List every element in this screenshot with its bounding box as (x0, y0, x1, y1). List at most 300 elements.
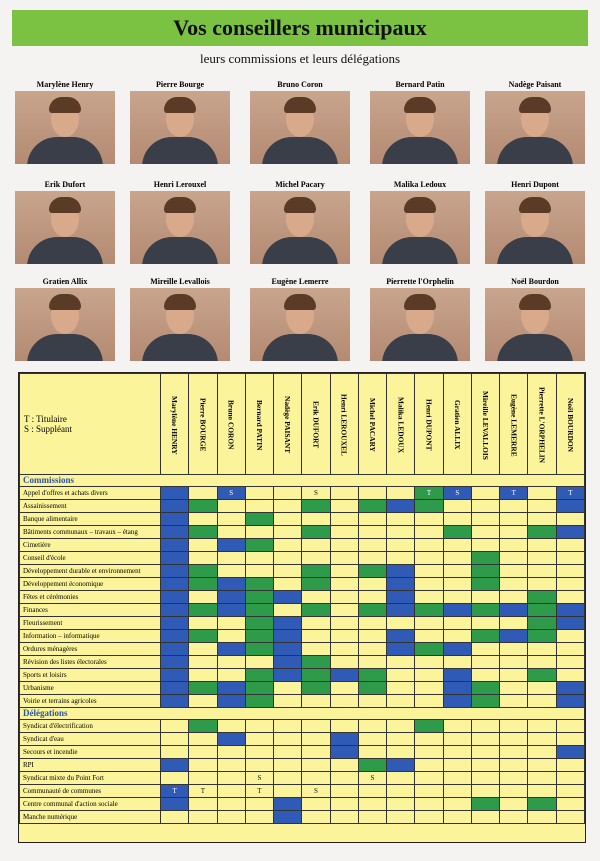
assignment-cell (387, 526, 415, 539)
councillor-photo (370, 288, 470, 361)
assignment-cell (189, 798, 217, 811)
table-row (20, 656, 585, 669)
assignment-cell (245, 604, 273, 617)
assignment-cell (189, 500, 217, 513)
assignment-cell (302, 552, 330, 565)
assignment-cell (330, 669, 358, 682)
assignment-cell: T (500, 487, 528, 500)
councillor-name: Pierrette l'Orphelin (386, 277, 454, 286)
assignment-cell (217, 526, 245, 539)
assignment-cell (358, 513, 386, 526)
assignment-cell (161, 798, 189, 811)
assignment-cell (189, 695, 217, 708)
assignment-cell (358, 733, 386, 746)
assignment-cell (189, 643, 217, 656)
column-name: Bernard PATIN (254, 399, 264, 451)
assignment-cell (415, 500, 443, 513)
assignment-cell (443, 617, 471, 630)
assignment-cell (330, 487, 358, 500)
assignment-cell (415, 746, 443, 759)
assignment-cell (415, 526, 443, 539)
assignment-cell (358, 565, 386, 578)
assignment-cell (189, 487, 217, 500)
assignment-cell (274, 682, 302, 695)
assignment-cell: T (189, 785, 217, 798)
councillor-portrait (365, 180, 475, 264)
assignment-cell (161, 669, 189, 682)
assignment-cell (471, 669, 499, 682)
assignment-cell (415, 759, 443, 772)
assignment-cell (161, 643, 189, 656)
assignment-cell (415, 513, 443, 526)
assignment-cell (161, 656, 189, 669)
assignment-cell (415, 578, 443, 591)
assignment-cell (330, 798, 358, 811)
assignment-cell (358, 811, 386, 824)
assignments-table (18, 372, 586, 843)
assignment-cell (330, 695, 358, 708)
councillor-photo (15, 91, 115, 164)
table-row (20, 630, 585, 643)
assignment-cell (556, 617, 584, 630)
assignment-cell (358, 785, 386, 798)
assignment-cell (161, 565, 189, 578)
assignment-cell (245, 669, 273, 682)
assignment-cell (302, 733, 330, 746)
assignment-cell (387, 772, 415, 785)
assignment-cell (302, 591, 330, 604)
councillor-photo (250, 91, 350, 164)
councillor-column-header (500, 374, 528, 475)
assignment-cell (274, 630, 302, 643)
table-row (20, 513, 585, 526)
assignment-cell (245, 565, 273, 578)
assignment-cell (161, 811, 189, 824)
assignment-cell: S (217, 487, 245, 500)
councillor-portrait (245, 180, 355, 264)
assignment-cell (471, 539, 499, 552)
assignment-cell (189, 720, 217, 733)
assignment-cell (358, 630, 386, 643)
assignment-cell (500, 656, 528, 669)
assignment-cell: T (415, 487, 443, 500)
assignment-cell (302, 578, 330, 591)
assignment-cell (556, 798, 584, 811)
assignment-cell (302, 798, 330, 811)
councillor-photo (15, 288, 115, 361)
assignment-cell (274, 487, 302, 500)
assignment-cell (217, 578, 245, 591)
councillor-name: Nadège Paisant (508, 80, 562, 89)
assignment-cell (274, 526, 302, 539)
assignment-cell (358, 643, 386, 656)
assignment-cell (217, 669, 245, 682)
assignment-cell (556, 669, 584, 682)
column-name: Erik DUFORT (311, 401, 321, 449)
councillor-portrait (125, 277, 235, 361)
row-label: Appel d'offres et achats divers (20, 487, 161, 500)
assignment-cell (556, 500, 584, 513)
assignment-cell (217, 798, 245, 811)
assignment-cell (274, 733, 302, 746)
assignment-cell (245, 513, 273, 526)
assignment-cell (556, 772, 584, 785)
councillor-name: Gratien Allix (42, 277, 88, 286)
assignment-cell (500, 500, 528, 513)
assignment-cell (387, 656, 415, 669)
assignment-cell (387, 643, 415, 656)
assignment-cell (471, 656, 499, 669)
section-heading: Commissions (20, 475, 585, 487)
assignment-cell (500, 591, 528, 604)
row-label: Ordures ménagères (20, 643, 161, 656)
assignment-cell (387, 513, 415, 526)
table-row (20, 617, 585, 630)
assignment-cell (528, 604, 556, 617)
assignment-cell (358, 617, 386, 630)
assignment-cell (217, 513, 245, 526)
assignment-cell (245, 759, 273, 772)
assignment-cell (556, 682, 584, 695)
assignment-cell (471, 552, 499, 565)
assignment-cell (217, 630, 245, 643)
assignment-cell (302, 526, 330, 539)
row-label: Syndicat d'électrification (20, 720, 161, 733)
table-row (20, 682, 585, 695)
assignment-cell (471, 630, 499, 643)
councillor-name: Pierre Bourge (155, 80, 205, 89)
assignment-cell (387, 500, 415, 513)
assignment-cell (556, 720, 584, 733)
councillor-column-header (161, 374, 189, 475)
table-row (20, 669, 585, 682)
assignment-cell (471, 811, 499, 824)
assignment-cell (358, 500, 386, 513)
row-label: Urbanisme (20, 682, 161, 695)
assignment-cell: S (302, 785, 330, 798)
assignment-cell (330, 746, 358, 759)
assignment-cell (556, 578, 584, 591)
councillor-portrait (10, 180, 120, 264)
assignment-cell (528, 695, 556, 708)
assignment-cell (274, 746, 302, 759)
assignment-cell (528, 746, 556, 759)
councillor-photo (370, 191, 470, 264)
assignment-cell (443, 733, 471, 746)
assignment-cell (330, 785, 358, 798)
assignment-cell (161, 759, 189, 772)
councillor-name: Malika Ledoux (393, 180, 447, 189)
assignment-cell (245, 798, 273, 811)
assignment-cell (245, 487, 273, 500)
assignment-cell (471, 772, 499, 785)
assignment-cell (471, 578, 499, 591)
assignment-cell (161, 500, 189, 513)
assignment-cell (217, 720, 245, 733)
councillor-column-header (556, 374, 584, 475)
row-label: Développement économique (20, 578, 161, 591)
assignment-cell (528, 630, 556, 643)
assignment-cell (528, 759, 556, 772)
assignment-cell (245, 526, 273, 539)
assignment-cell (302, 617, 330, 630)
assignment-cell (528, 526, 556, 539)
column-name: Pierrette L'ORPHELIN (537, 386, 547, 463)
assignment-cell (415, 669, 443, 682)
assignment-cell (443, 669, 471, 682)
assignment-cell (245, 746, 273, 759)
assignment-cell (471, 591, 499, 604)
assignment-cell (358, 578, 386, 591)
assignment-cell (330, 578, 358, 591)
assignment-cell (443, 720, 471, 733)
assignment-cell (302, 500, 330, 513)
assignment-cell (528, 656, 556, 669)
row-label: Secours et incendie (20, 746, 161, 759)
assignment-cell (471, 487, 499, 500)
assignment-cell (500, 759, 528, 772)
assignment-cell (358, 798, 386, 811)
page-subtitle: leurs commissions et leurs délégations (199, 51, 401, 66)
councillor-name: Noël Bourdon (511, 277, 559, 286)
assignment-cell (443, 656, 471, 669)
column-name: Pierre BOURGE (198, 398, 208, 452)
row-label: RPI (20, 759, 161, 772)
assignment-cell (217, 656, 245, 669)
assignment-cell (556, 811, 584, 824)
assignment-cell: S (443, 487, 471, 500)
assignment-cell (161, 617, 189, 630)
councillor-column-header (528, 374, 556, 475)
assignment-cell (415, 656, 443, 669)
assignment-cell (302, 811, 330, 824)
assignment-cell (443, 526, 471, 539)
assignment-cell (189, 811, 217, 824)
assignment-cell (556, 746, 584, 759)
assignment-cell (415, 695, 443, 708)
assignment-cell (189, 630, 217, 643)
assignment-cell (245, 682, 273, 695)
row-label: Fleurissement (20, 617, 161, 630)
assignment-cell (330, 513, 358, 526)
assignment-cell (189, 682, 217, 695)
assignment-cell (471, 643, 499, 656)
assignment-cell (415, 604, 443, 617)
assignment-cell (387, 733, 415, 746)
assignment-cell (528, 487, 556, 500)
assignment-cell (217, 733, 245, 746)
assignment-cell (274, 591, 302, 604)
assignment-cell (415, 565, 443, 578)
assignment-cell (245, 811, 273, 824)
assignment-cell (302, 565, 330, 578)
councillor-column-header (415, 374, 443, 475)
assignment-cell (443, 552, 471, 565)
assignment-cell (217, 772, 245, 785)
assignment-cell (387, 746, 415, 759)
assignment-cell (500, 630, 528, 643)
row-label: Fêtes et cérémonies (20, 591, 161, 604)
table-row (20, 695, 585, 708)
assignment-cell (358, 604, 386, 617)
assignment-cell (528, 591, 556, 604)
assignment-cell (415, 785, 443, 798)
assignment-cell (556, 604, 584, 617)
assignment-cell (528, 500, 556, 513)
row-label: Information – informatique (20, 630, 161, 643)
councillor-portrait (125, 180, 235, 264)
assignment-cell (556, 539, 584, 552)
councillor-name: Eugène Lemerre (271, 277, 329, 286)
column-name: Henri DUPONT (424, 399, 434, 451)
assignment-cell (471, 785, 499, 798)
assignment-cell (274, 798, 302, 811)
assignment-cell (274, 656, 302, 669)
assignment-cell (443, 643, 471, 656)
assignment-cell (387, 811, 415, 824)
assignment-cell (443, 565, 471, 578)
row-label: Développement durable et environnement (20, 565, 161, 578)
assignment-cell (500, 643, 528, 656)
assignment-cell (528, 539, 556, 552)
assignment-cell (387, 604, 415, 617)
assignment-cell (245, 695, 273, 708)
assignment-cell (330, 604, 358, 617)
assignment-cell (443, 604, 471, 617)
table-row (20, 526, 585, 539)
councillor-column-header (471, 374, 499, 475)
table-row (20, 785, 585, 798)
assignment-cell (471, 759, 499, 772)
assignment-cell (443, 500, 471, 513)
assignment-cell (217, 500, 245, 513)
assignment-cell (387, 552, 415, 565)
assignment-cell (189, 604, 217, 617)
column-name: Michel PACARY (367, 398, 377, 452)
table-row (20, 798, 585, 811)
assignment-cell (500, 720, 528, 733)
assignment-cell (245, 578, 273, 591)
assignment-cell (189, 656, 217, 669)
assignment-cell: S (302, 487, 330, 500)
table-row (20, 746, 585, 759)
assignment-cell (330, 617, 358, 630)
assignment-cell (217, 811, 245, 824)
assignment-cell (245, 591, 273, 604)
councillor-photo (485, 91, 585, 164)
councillor-portrait (480, 180, 590, 264)
assignment-cell (330, 656, 358, 669)
councillor-column-header (330, 374, 358, 475)
assignment-cell (528, 682, 556, 695)
assignment-cell (358, 552, 386, 565)
assignment-cell (500, 578, 528, 591)
assignment-cell (217, 591, 245, 604)
assignment-cell (330, 811, 358, 824)
assignment-cell (189, 669, 217, 682)
column-name: Gratien ALLIX (452, 400, 462, 450)
assignment-cell (443, 682, 471, 695)
assignment-cell (189, 746, 217, 759)
assignment-cell (302, 746, 330, 759)
assignment-cell (217, 604, 245, 617)
assignment-cell (443, 578, 471, 591)
column-name: Mireille LEVALLOIS (481, 390, 491, 460)
assignment-cell (556, 526, 584, 539)
legend-cell (20, 374, 161, 475)
row-label: Sports et loisirs (20, 669, 161, 682)
table-row (20, 759, 585, 772)
assignment-cell (387, 695, 415, 708)
column-name: Marylène HENRY (170, 395, 180, 455)
assignment-cell (471, 526, 499, 539)
assignment-cell (358, 746, 386, 759)
assignment-cell (217, 643, 245, 656)
assignment-cell (245, 617, 273, 630)
table-row (20, 772, 585, 785)
assignment-cell (387, 565, 415, 578)
assignment-cell: T (161, 785, 189, 798)
councillor-portrait (10, 277, 120, 361)
assignment-cell (302, 695, 330, 708)
assignment-cell (274, 720, 302, 733)
assignment-cell: T (245, 785, 273, 798)
assignment-cell (387, 669, 415, 682)
column-name: Nadège PAISANT (283, 396, 293, 454)
assignment-cell (387, 785, 415, 798)
table-row (20, 578, 585, 591)
assignment-cell (387, 798, 415, 811)
assignment-cell (330, 720, 358, 733)
assignment-cell (500, 617, 528, 630)
councillor-photo (250, 288, 350, 361)
assignment-cell (245, 656, 273, 669)
assignment-cell (330, 565, 358, 578)
councillor-portrait (365, 80, 475, 164)
assignment-cell (556, 785, 584, 798)
table-row (20, 591, 585, 604)
councillor-photo (130, 91, 230, 164)
column-name: Bruno CORON (226, 400, 236, 450)
assignment-cell (245, 643, 273, 656)
assignment-cell (161, 591, 189, 604)
assignment-cell (415, 539, 443, 552)
assignment-cell (245, 552, 273, 565)
assignment-cell (500, 539, 528, 552)
assignment-cell (161, 746, 189, 759)
assignment-cell (274, 643, 302, 656)
assignment-cell (161, 733, 189, 746)
assignment-cell (471, 513, 499, 526)
assignment-cell (161, 539, 189, 552)
assignment-cell (330, 591, 358, 604)
councillor-column-header (358, 374, 386, 475)
row-label: Finances (20, 604, 161, 617)
assignment-cell (471, 682, 499, 695)
assignment-cell (387, 487, 415, 500)
assignment-cell (415, 591, 443, 604)
assignment-cell (415, 733, 443, 746)
assignment-cell (274, 759, 302, 772)
councillor-photo (370, 91, 470, 164)
column-name: Henri LEROUXEL (339, 394, 349, 456)
councillor-column-header (443, 374, 471, 475)
councillor-photo (250, 191, 350, 264)
assignment-cell (245, 500, 273, 513)
councillor-column-header (387, 374, 415, 475)
assignments-grid (19, 373, 585, 824)
assignment-cell (443, 811, 471, 824)
